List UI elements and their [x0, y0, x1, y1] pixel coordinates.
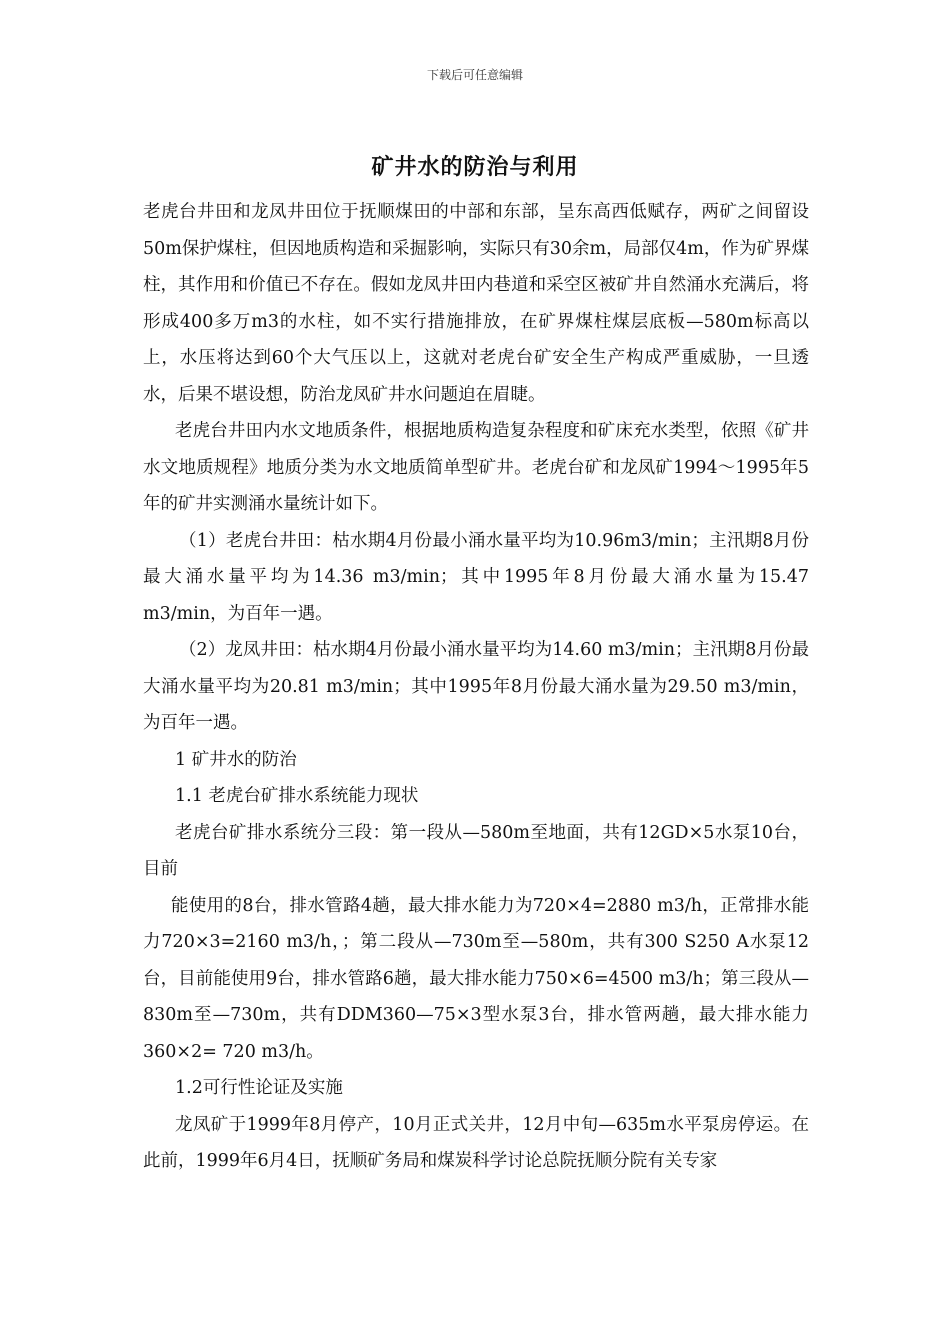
document-body: [143, 194, 809, 1180]
paragraph-drainage-capacity: 能使用的8台，排水管路4趟，最大排水能力为720×4=2880 m3/h，正常排水能力720×3=2160 m3/h，；第二段从—730m至—580m，共有300 S250 A水泵12台，目前能使用9台，排水管路6趟，最大排水能力750×6=4500 m3/h；第三段从—830m至—730m，共有DDM360—75×3型水泵3台，排水管两趟，最大排水能力360×2= 720 m3/h。: [143, 895, 809, 1062]
header-note: 下载后可任意编辑: [426, 68, 523, 82]
section-heading-1-2: 1.2可行性论证及实施: [175, 1078, 343, 1098]
paragraph-longfeng-inflow: （2）龙凤井田：枯水期4月份最小涌水量平均为14.60 m3/min；主汛期8月份最大涌水量平均为20.81 m3/min；其中1995年8月份最大涌水量为29.50 m3/min，为百年一遇。: [143, 640, 809, 733]
paragraph-feasibility: 龙凤矿于1999年8月停产，10月正式关井，12月中旬—635m水平泵房停运。在此前，1999年6月4日，抚顺矿务局和煤炭科学讨论总院抚顺分院有关专家: [143, 1114, 809, 1171]
document-title: 矿井水的防治与利用: [371, 154, 579, 180]
paragraph-drainage-stages: 老虎台矿排水系统分三段：第一段从—580m至地面，共有12GD×5水泵10台，目前: [143, 822, 809, 879]
section-heading-1-1: 1.1 老虎台矿排水系统能力现状: [175, 786, 419, 806]
paragraph-hydrogeology: 老虎台井田内水文地质条件，根据地质构造复杂程度和矿床充水类型，依照《矿井水文地质规程》地质分类为水文地质简单型矿井。老虎台矿和龙凤矿1994～1995年5年的矿井实测涌水量统计如下。: [143, 421, 809, 514]
section-heading-1: 1 矿井水的防治: [175, 749, 297, 770]
paragraph-laohutai-inflow: （1）老虎台井田：枯水期4月份最小涌水量平均为10.96m3/min；主汛期8月份最大涌水量平均为14.36 m3/min；其中1995年8月份最大涌水量为15.47 m3/min，为百年一遇。: [143, 530, 809, 624]
paragraph-intro: 老虎台井田和龙凤井田位于抚顺煤田的中部和东部，呈东高西低赋存，两矿之间留设50m保护煤柱，但因地质构造和采掘影响，实际只有30余m，局部仅4m，作为矿界煤柱，其作用和价值已不存在。假如龙凤井田内巷道和采空区被矿井自然涌水充满后，将形成400多万m3的水柱，如不实行措施排放，在矿界煤柱煤层底板—580m标高以上，水压将达到60个大气压以上，这就对老虎台矿安全生产构成严重威胁，一旦透水，后果不堪设想，防治龙凤矿井水问题迫在眉睫。: [143, 202, 809, 405]
